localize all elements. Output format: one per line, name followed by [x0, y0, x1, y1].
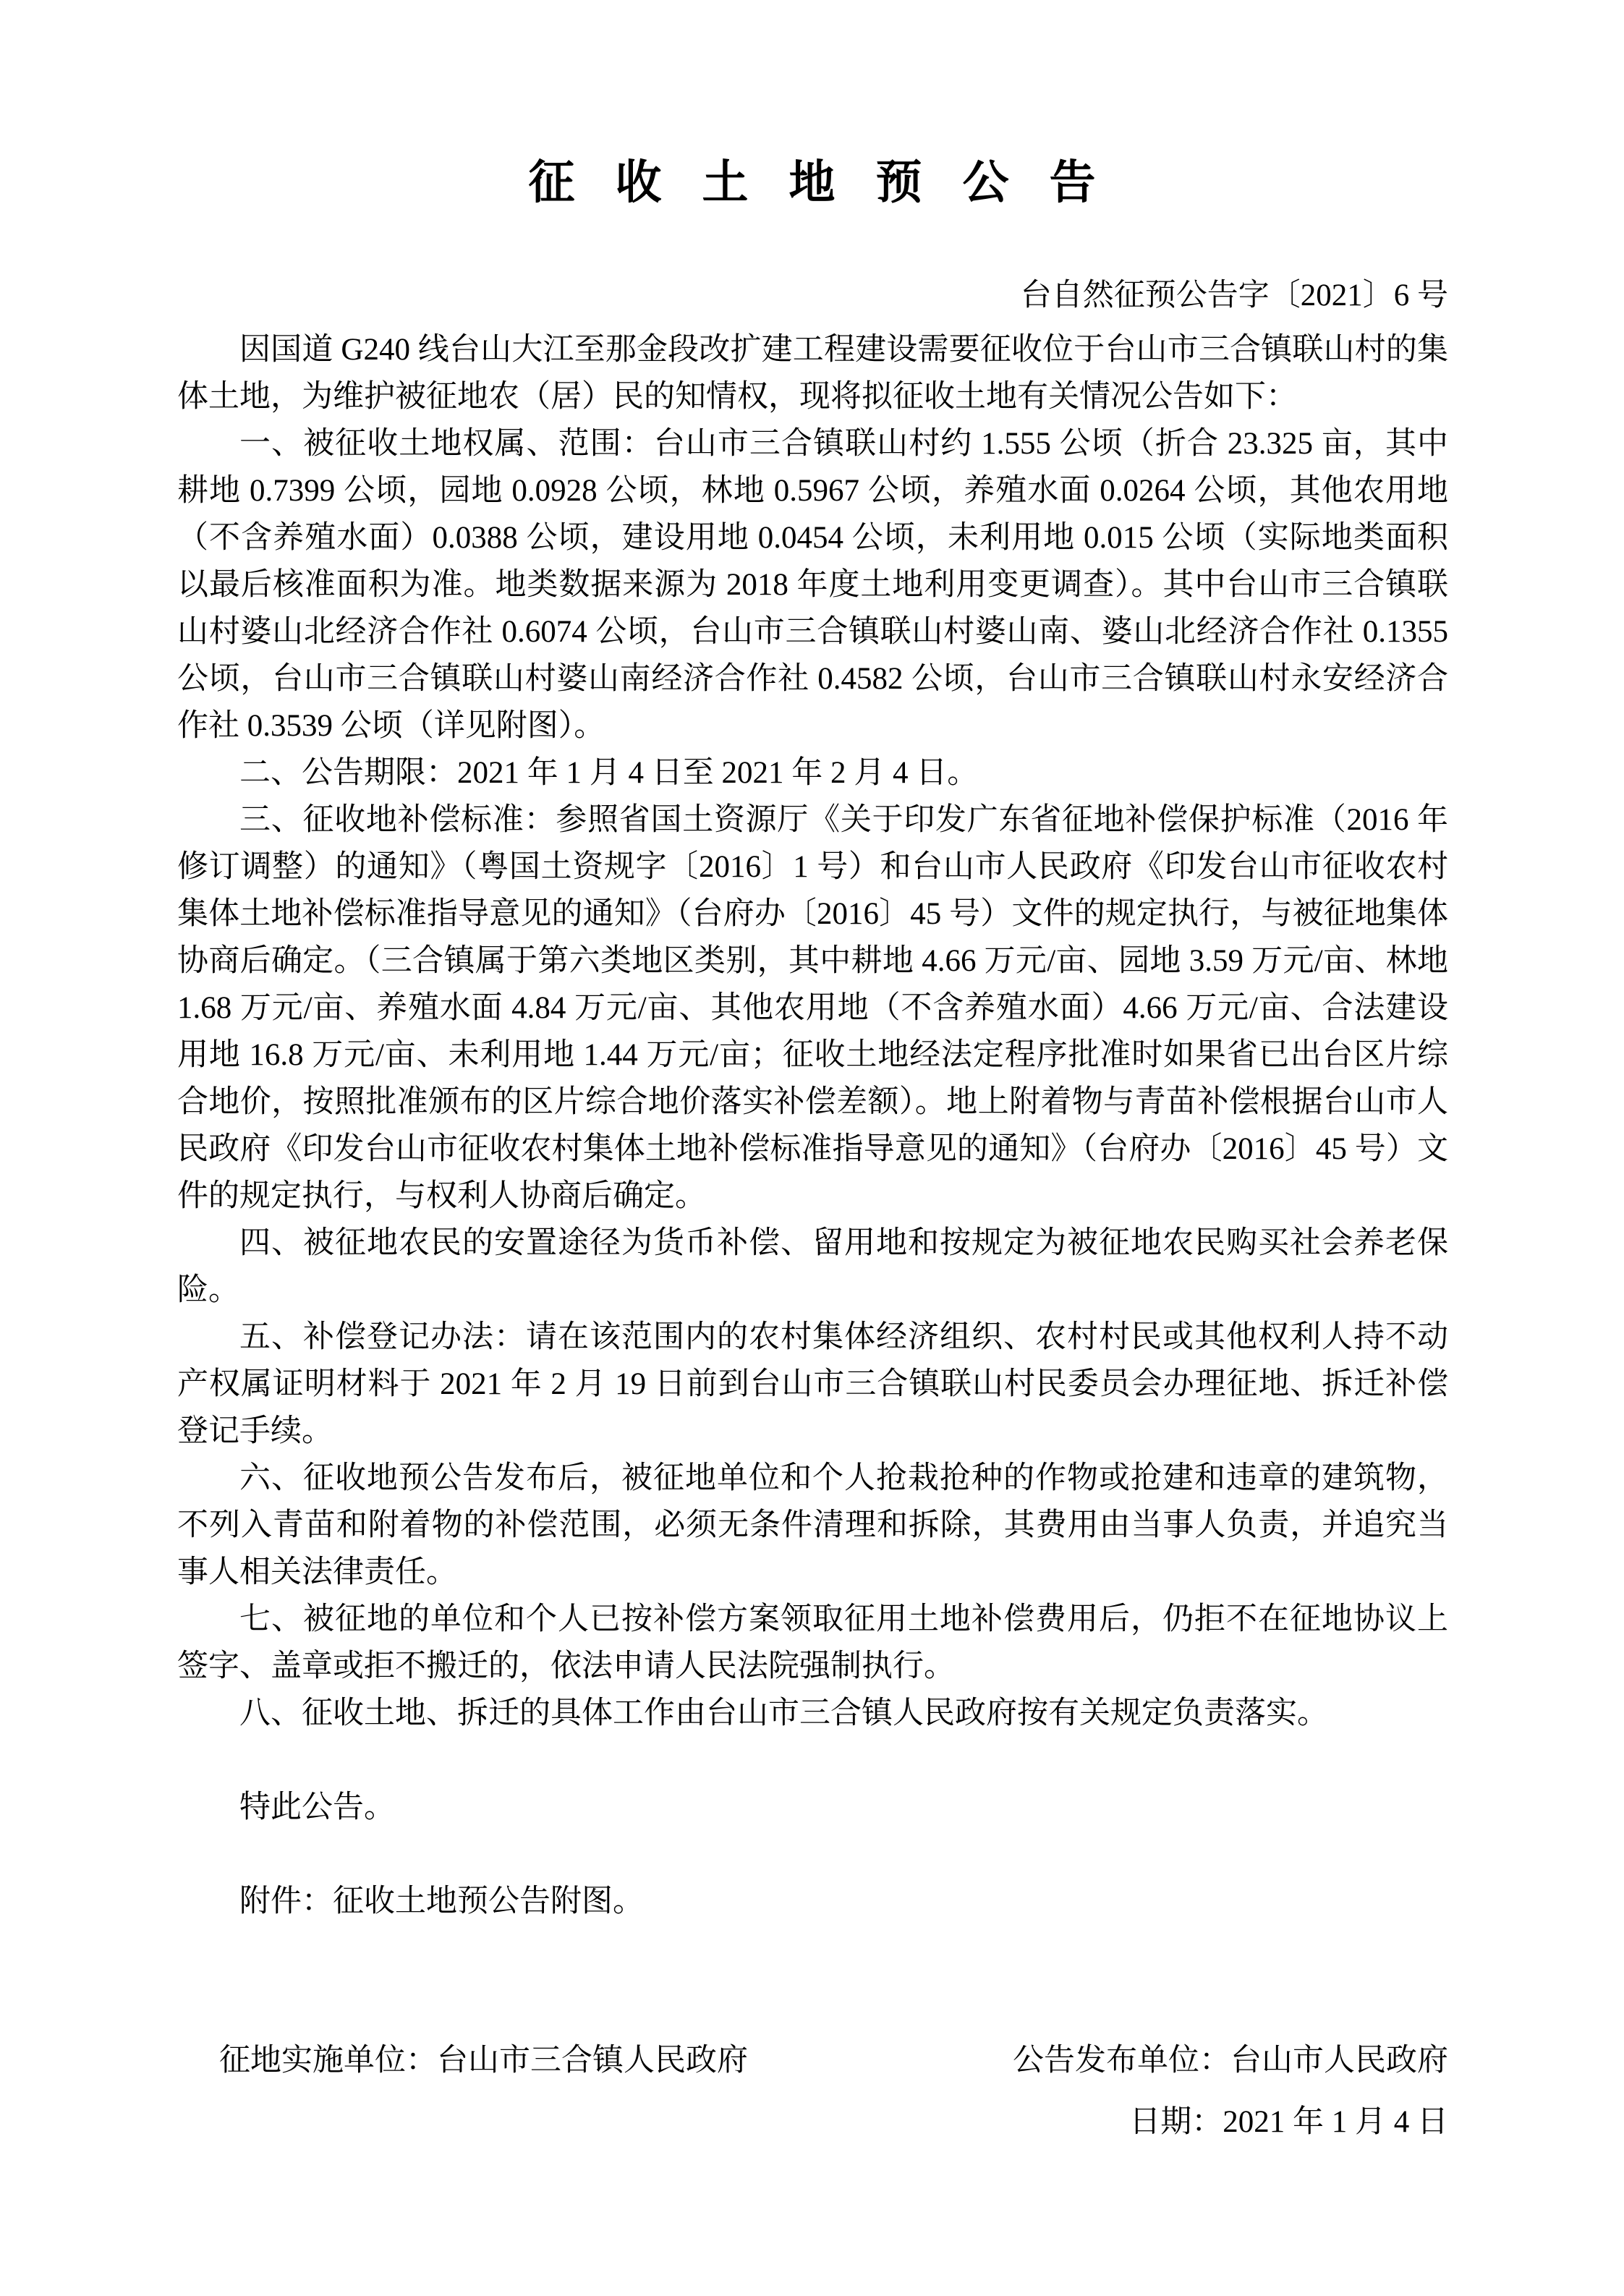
publisher-block: [1013, 2030, 1448, 2153]
footer: [177, 2030, 1448, 2153]
notice-item-5: 五、补偿登记办法：请在该范围内的农村集体经济组织、农村村民或其他权利人持不动产权属证明材料于 2021 年 2 月 19 日前到台山市三合镇联山村民委员会办理征地、拆迁补偿登记手续。: [177, 1320, 1448, 1448]
notice-item-8: 八、征收土地、拆迁的具体工作由台山市三合镇人民政府按有关规定负责落实。: [239, 1696, 1328, 1730]
document-number: 台自然征预公告字〔2021〕6 号: [1020, 279, 1448, 312]
page-title: 征 收 土 地 预 公 告: [528, 157, 1097, 208]
closing-statement: 特此公告。: [239, 1790, 395, 1824]
intro-paragraph: 因国道 G240 线台山大江至那金段改扩建工程建设需要征收位于台山市三合镇联山村的集体土地，为维护被征地农（居）民的知情权，现将拟征收土地有关情况公告如下：: [177, 333, 1448, 414]
notice-item-7: 七、被征地的单位和个人已按补偿方案领取征用土地补偿费用后，仍拒不在征地协议上签字、盖章或拒不搬迁的，依法申请人民法院强制执行。: [177, 1602, 1448, 1683]
notice-item-3: 三、征收地补偿标准：参照省国土资源厅《关于印发广东省征地补偿保护标准（2016 年修订调整）的通知》（粤国土资规字〔2016〕1 号）和台山市人民政府《印发台山市征收农村集体土地补偿标准指导意见的通知》（台府办〔2016〕45 号）文件的规定执行，与被征地集体协商后确定。（三合镇属于第六类地区类别，其中耕地 4.66 万元/亩、园地 3.59 万元/亩、林地 1.68 万元/亩、养殖水面 4.84 万元/亩、其他农用地（不含养殖水面）4.66 万元/亩、合法建设用地 16.8 万元/亩、未利用地 1.44 万元/亩；征收土地经法定程序批准时如果省已出台区片综合地价，按照批准颁布的区片综合地价落实补偿差额）。地上附着物与青苗补偿根据台山市人民政府《印发台山市征收农村集体土地补偿标准指导意见的通知》（台府办〔2016〕45 号）文件的规定执行，与权利人协商后确定。: [177, 803, 1448, 1213]
notice-item-4: 四、被征地农民的安置途径为货币补偿、留用地和按规定为被征地农民购买社会养老保险。: [177, 1226, 1448, 1307]
notice-item-6: 六、征收地预公告发布后，被征地单位和个人抢栽抢种的作物或抢建和违章的建筑物，不列入青苗和附着物的补偿范围，必须无条件清理和拆除，其费用由当事人负责，并追究当事人相关法律责任。: [177, 1461, 1448, 1589]
land-implementation-unit: 征地实施单位：台山市三合镇人民政府: [219, 2044, 748, 2078]
notice-item-1: 一、被征收土地权属、范围：台山市三合镇联山村约 1.555 公顷（折合 23.325 亩，其中耕地 0.7399 公顷，园地 0.0928 公顷，林地 0.5967 公顷，养殖水面 0.0264 公顷，其他农用地（不含养殖水面）0.0388 公顷，建设用地 0.0454 公顷，未利用地 0.015 公顷（实际地类面积以最后核准面积为准。地类数据来源为 2018 年度土地利用变更调查）。其中台山市三合镇联山村婆山北经济合作社 0.6074 公顷，台山市三合镇联山村婆山南、婆山北经济合作社 0.1355 公顷，台山市三合镇联山村婆山南经济合作社 0.4582 公顷，台山市三合镇联山村永安经济合作社 0.3539 公顷（详见附图）。: [177, 427, 1448, 743]
announcement-date: 日期：2021 年 1 月 4 日: [1129, 2105, 1448, 2139]
attachment-note: 附件：征收土地预公告附图。: [239, 1884, 644, 1918]
announcement-publisher: 公告发布单位：台山市人民政府: [1013, 2044, 1448, 2078]
notice-item-2: 二、公告期限：2021 年 1 月 4 日至 2021 年 2 月 4 日。: [239, 756, 979, 790]
